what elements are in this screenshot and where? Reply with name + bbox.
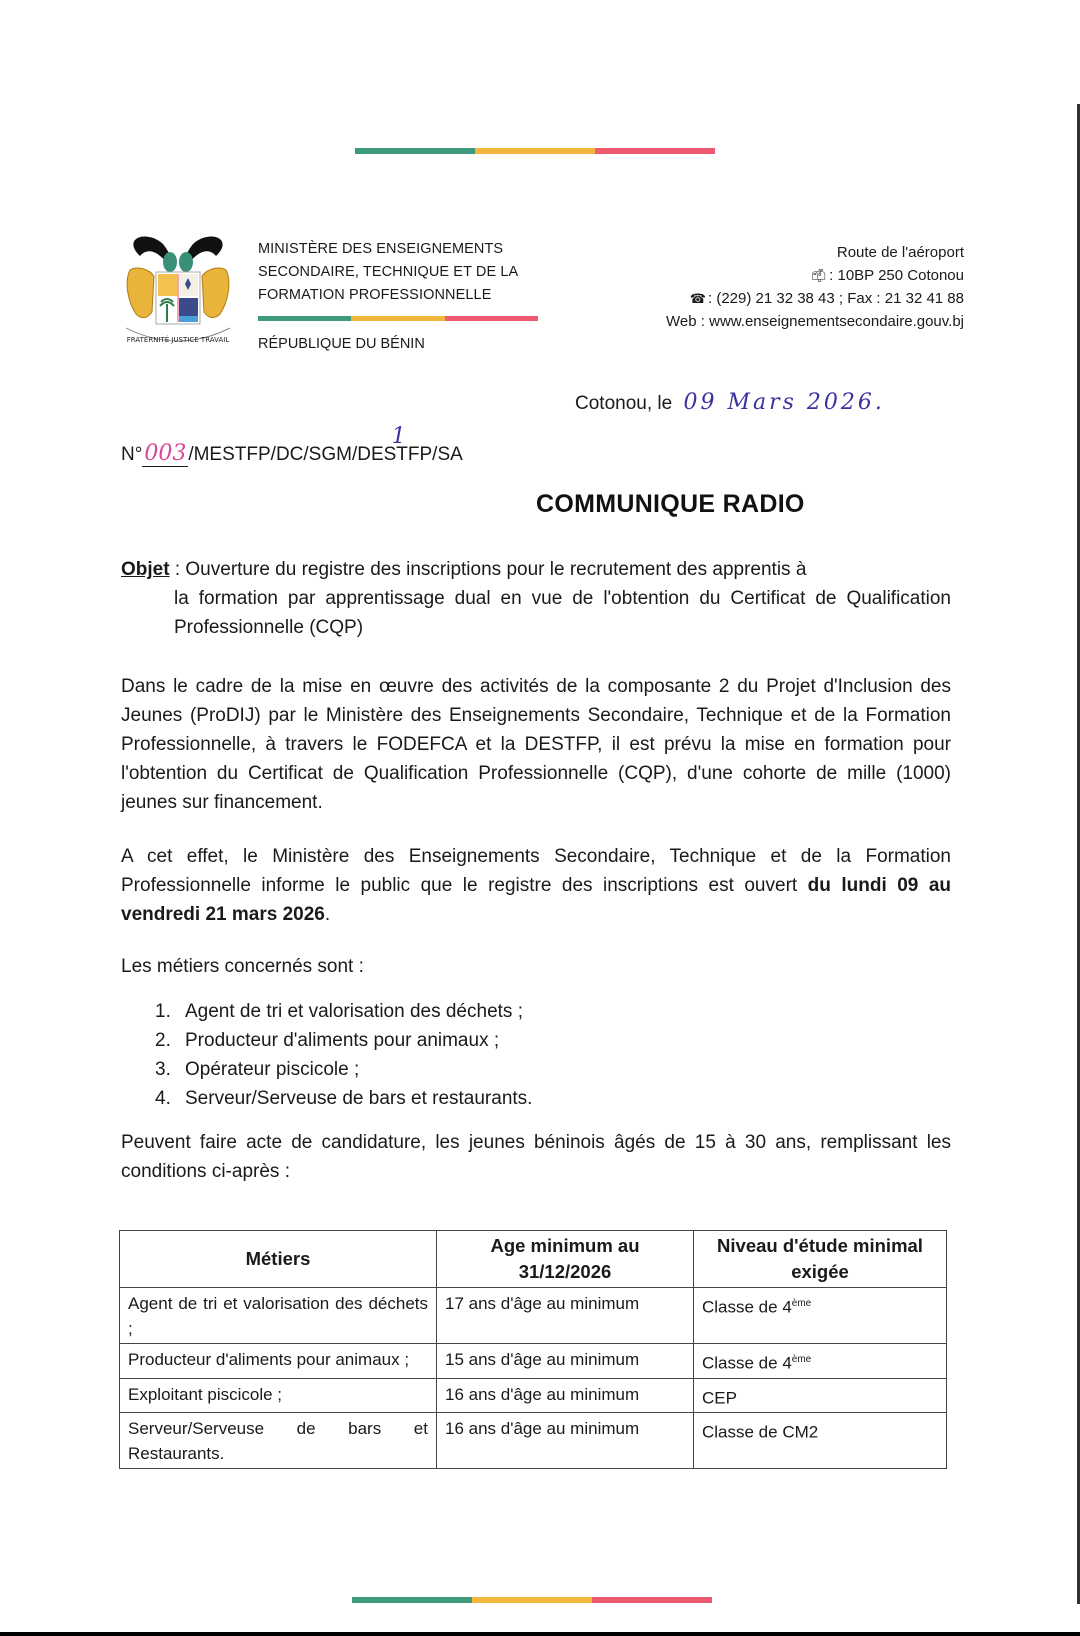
republic-name: RÉPUBLIQUE DU BÉNIN bbox=[258, 336, 425, 352]
level-sup: ème bbox=[791, 1298, 812, 1309]
trades-list-intro: Les métiers concernés sont : bbox=[121, 956, 364, 977]
list-number: 2. bbox=[155, 1030, 171, 1051]
bar-green bbox=[352, 1597, 472, 1603]
list-item bbox=[155, 997, 532, 1026]
logo-motto: FRATERNITÉ JUSTICE TRAVAIL bbox=[126, 336, 230, 344]
objet-section bbox=[121, 555, 951, 642]
objet-separator: : bbox=[169, 559, 186, 580]
document-title: COMMUNIQUE RADIO bbox=[536, 490, 805, 518]
bar-red bbox=[595, 148, 715, 154]
cell-level bbox=[694, 1288, 947, 1344]
bar-green bbox=[355, 148, 475, 154]
list-item bbox=[155, 1084, 532, 1113]
ministry-line-2: SECONDAIRE, TECHNIQUE ET DE LA bbox=[258, 264, 519, 280]
table-row bbox=[120, 1378, 947, 1413]
ref-suffix-2: STFP/SA bbox=[383, 444, 463, 465]
paragraph-eligibility: Peuvent faire acte de candidature, les jeunes béninois âgés de 15 à 30 ans, remplissant les conditions ci-après : bbox=[121, 1132, 951, 1182]
header-trades: Métiers bbox=[120, 1231, 437, 1288]
header-education-level: Niveau d'étude minimal exigée bbox=[694, 1231, 947, 1288]
objet-text-rest: la formation par apprentissage dual en vue de l'obtention du Certificat de Qualification Professionnelle (CQP) bbox=[174, 588, 951, 638]
list-number: 3. bbox=[155, 1059, 171, 1080]
level-sup: ème bbox=[791, 1354, 812, 1365]
bar-green bbox=[258, 316, 351, 321]
level-text: Classe de 4 bbox=[702, 1297, 792, 1317]
list-text: Producteur d'aliments pour animaux ; bbox=[185, 1030, 500, 1051]
date-prefix: Cotonou, le bbox=[575, 393, 673, 414]
p2-text: A cet effet, le Ministère des Enseignements Secondaire, Technique et de la Formation Professionnelle informe le public que le registre des inscriptions est ouvert bbox=[121, 846, 951, 896]
ministry-line-1: MINISTÈRE DES ENSEIGNEMENTS bbox=[258, 241, 504, 257]
mailbox-icon: 📫︎ bbox=[810, 268, 828, 283]
paragraph-context: Dans le cadre de la mise en œuvre des activités de la composante 2 du Projet d'Inclusion des Jeunes (ProDIJ) par le Ministère des Enseignements Secondaire, Technique et de la Formation Professionnelle, à travers le FODEFCA et la DESTFP, il est prévu la mise en formation pour l'obtention du Certificat de Qualification Professionnelle (CQP), d'une cohorte de mille (1000) jeunes sur financement. bbox=[121, 676, 951, 813]
reference-number bbox=[121, 424, 463, 467]
level-text: Classe de 4 bbox=[702, 1353, 792, 1373]
cell-trade: Exploitant piscicole ; bbox=[120, 1378, 437, 1413]
table-header-row bbox=[120, 1231, 947, 1288]
handwritten-ref-mark: 1 bbox=[391, 424, 406, 449]
ref-suffix-1: /MESTFP/DC/SGM/DE bbox=[188, 444, 384, 465]
header-min-age: Age minimum au 31/12/2026 bbox=[437, 1231, 694, 1288]
page-edge-bottom bbox=[0, 1632, 1080, 1636]
cell-level bbox=[694, 1413, 947, 1469]
benin-coat-of-arms-logo bbox=[118, 232, 238, 350]
date-line bbox=[575, 390, 885, 415]
list-number: 4. bbox=[155, 1088, 171, 1109]
cell-level bbox=[694, 1344, 947, 1379]
list-text: Serveur/Serveuse de bars et restaurants. bbox=[185, 1088, 533, 1109]
ministry-tricolor-bar bbox=[258, 316, 538, 321]
po-box-text: : 10BP 250 Cotonou bbox=[829, 267, 964, 284]
contact-block bbox=[666, 241, 964, 333]
cell-age: 17 ans d'âge au minimum bbox=[437, 1288, 694, 1344]
ref-prefix: N° bbox=[121, 444, 143, 465]
cell-trade: Producteur d'aliments pour animaux ; bbox=[120, 1344, 437, 1379]
list-text: Opérateur piscicole ; bbox=[185, 1059, 360, 1080]
list-item bbox=[155, 1055, 532, 1084]
handwritten-date: 09 Mars 2026. bbox=[683, 390, 885, 415]
table-row bbox=[120, 1288, 947, 1344]
phone-text: : (229) 21 32 38 43 ; Fax : 21 32 41 88 bbox=[707, 290, 964, 307]
level-text: CEP bbox=[702, 1388, 737, 1408]
phone-icon: ☎ bbox=[689, 291, 706, 306]
objet-text-line1: Ouverture du registre des inscriptions pour le recrutement des apprentis à bbox=[185, 559, 807, 580]
bar-yellow bbox=[472, 1597, 592, 1603]
bar-red bbox=[445, 316, 538, 321]
list-text: Agent de tri et valorisation des déchets ; bbox=[185, 1001, 523, 1022]
contact-po-box bbox=[666, 264, 964, 287]
cell-level bbox=[694, 1378, 947, 1413]
bar-red bbox=[592, 1597, 712, 1603]
level-text: Classe de CM2 bbox=[702, 1422, 819, 1442]
cell-age: 16 ans d'âge au minimum bbox=[437, 1413, 694, 1469]
top-tricolor-bar bbox=[355, 148, 715, 154]
contact-phone bbox=[666, 287, 964, 310]
bottom-tricolor-bar bbox=[352, 1597, 712, 1603]
conditions-table bbox=[119, 1230, 947, 1469]
ministry-line-3: FORMATION PROFESSIONNELLE bbox=[258, 287, 492, 303]
ministry-name bbox=[258, 238, 518, 307]
cell-trade: Agent de tri et valorisation des déchets ; bbox=[120, 1288, 437, 1344]
contact-address: Route de l'aéroport bbox=[836, 244, 964, 261]
table-row bbox=[120, 1344, 947, 1379]
contact-web: Web : www.enseignementsecondaire.gouv.bj bbox=[666, 313, 964, 330]
list-item bbox=[155, 1026, 532, 1055]
bar-yellow bbox=[351, 316, 444, 321]
table-row bbox=[120, 1413, 947, 1469]
cell-trade: Serveur/Serveuse de bars et Restaurants. bbox=[120, 1413, 437, 1469]
bar-yellow bbox=[475, 148, 595, 154]
paragraph-registration-period bbox=[121, 842, 951, 929]
cell-age: 16 ans d'âge au minimum bbox=[437, 1378, 694, 1413]
registration-dates: du lundi 09 au vendredi 21 mars 2026 bbox=[121, 875, 951, 925]
p2-end: . bbox=[324, 904, 331, 925]
handwritten-ref-number: 003 bbox=[144, 441, 187, 466]
objet-label: Objet bbox=[121, 559, 170, 580]
cell-age: 15 ans d'âge au minimum bbox=[437, 1344, 694, 1379]
list-number: 1. bbox=[155, 1001, 171, 1022]
trades-list bbox=[155, 997, 532, 1113]
